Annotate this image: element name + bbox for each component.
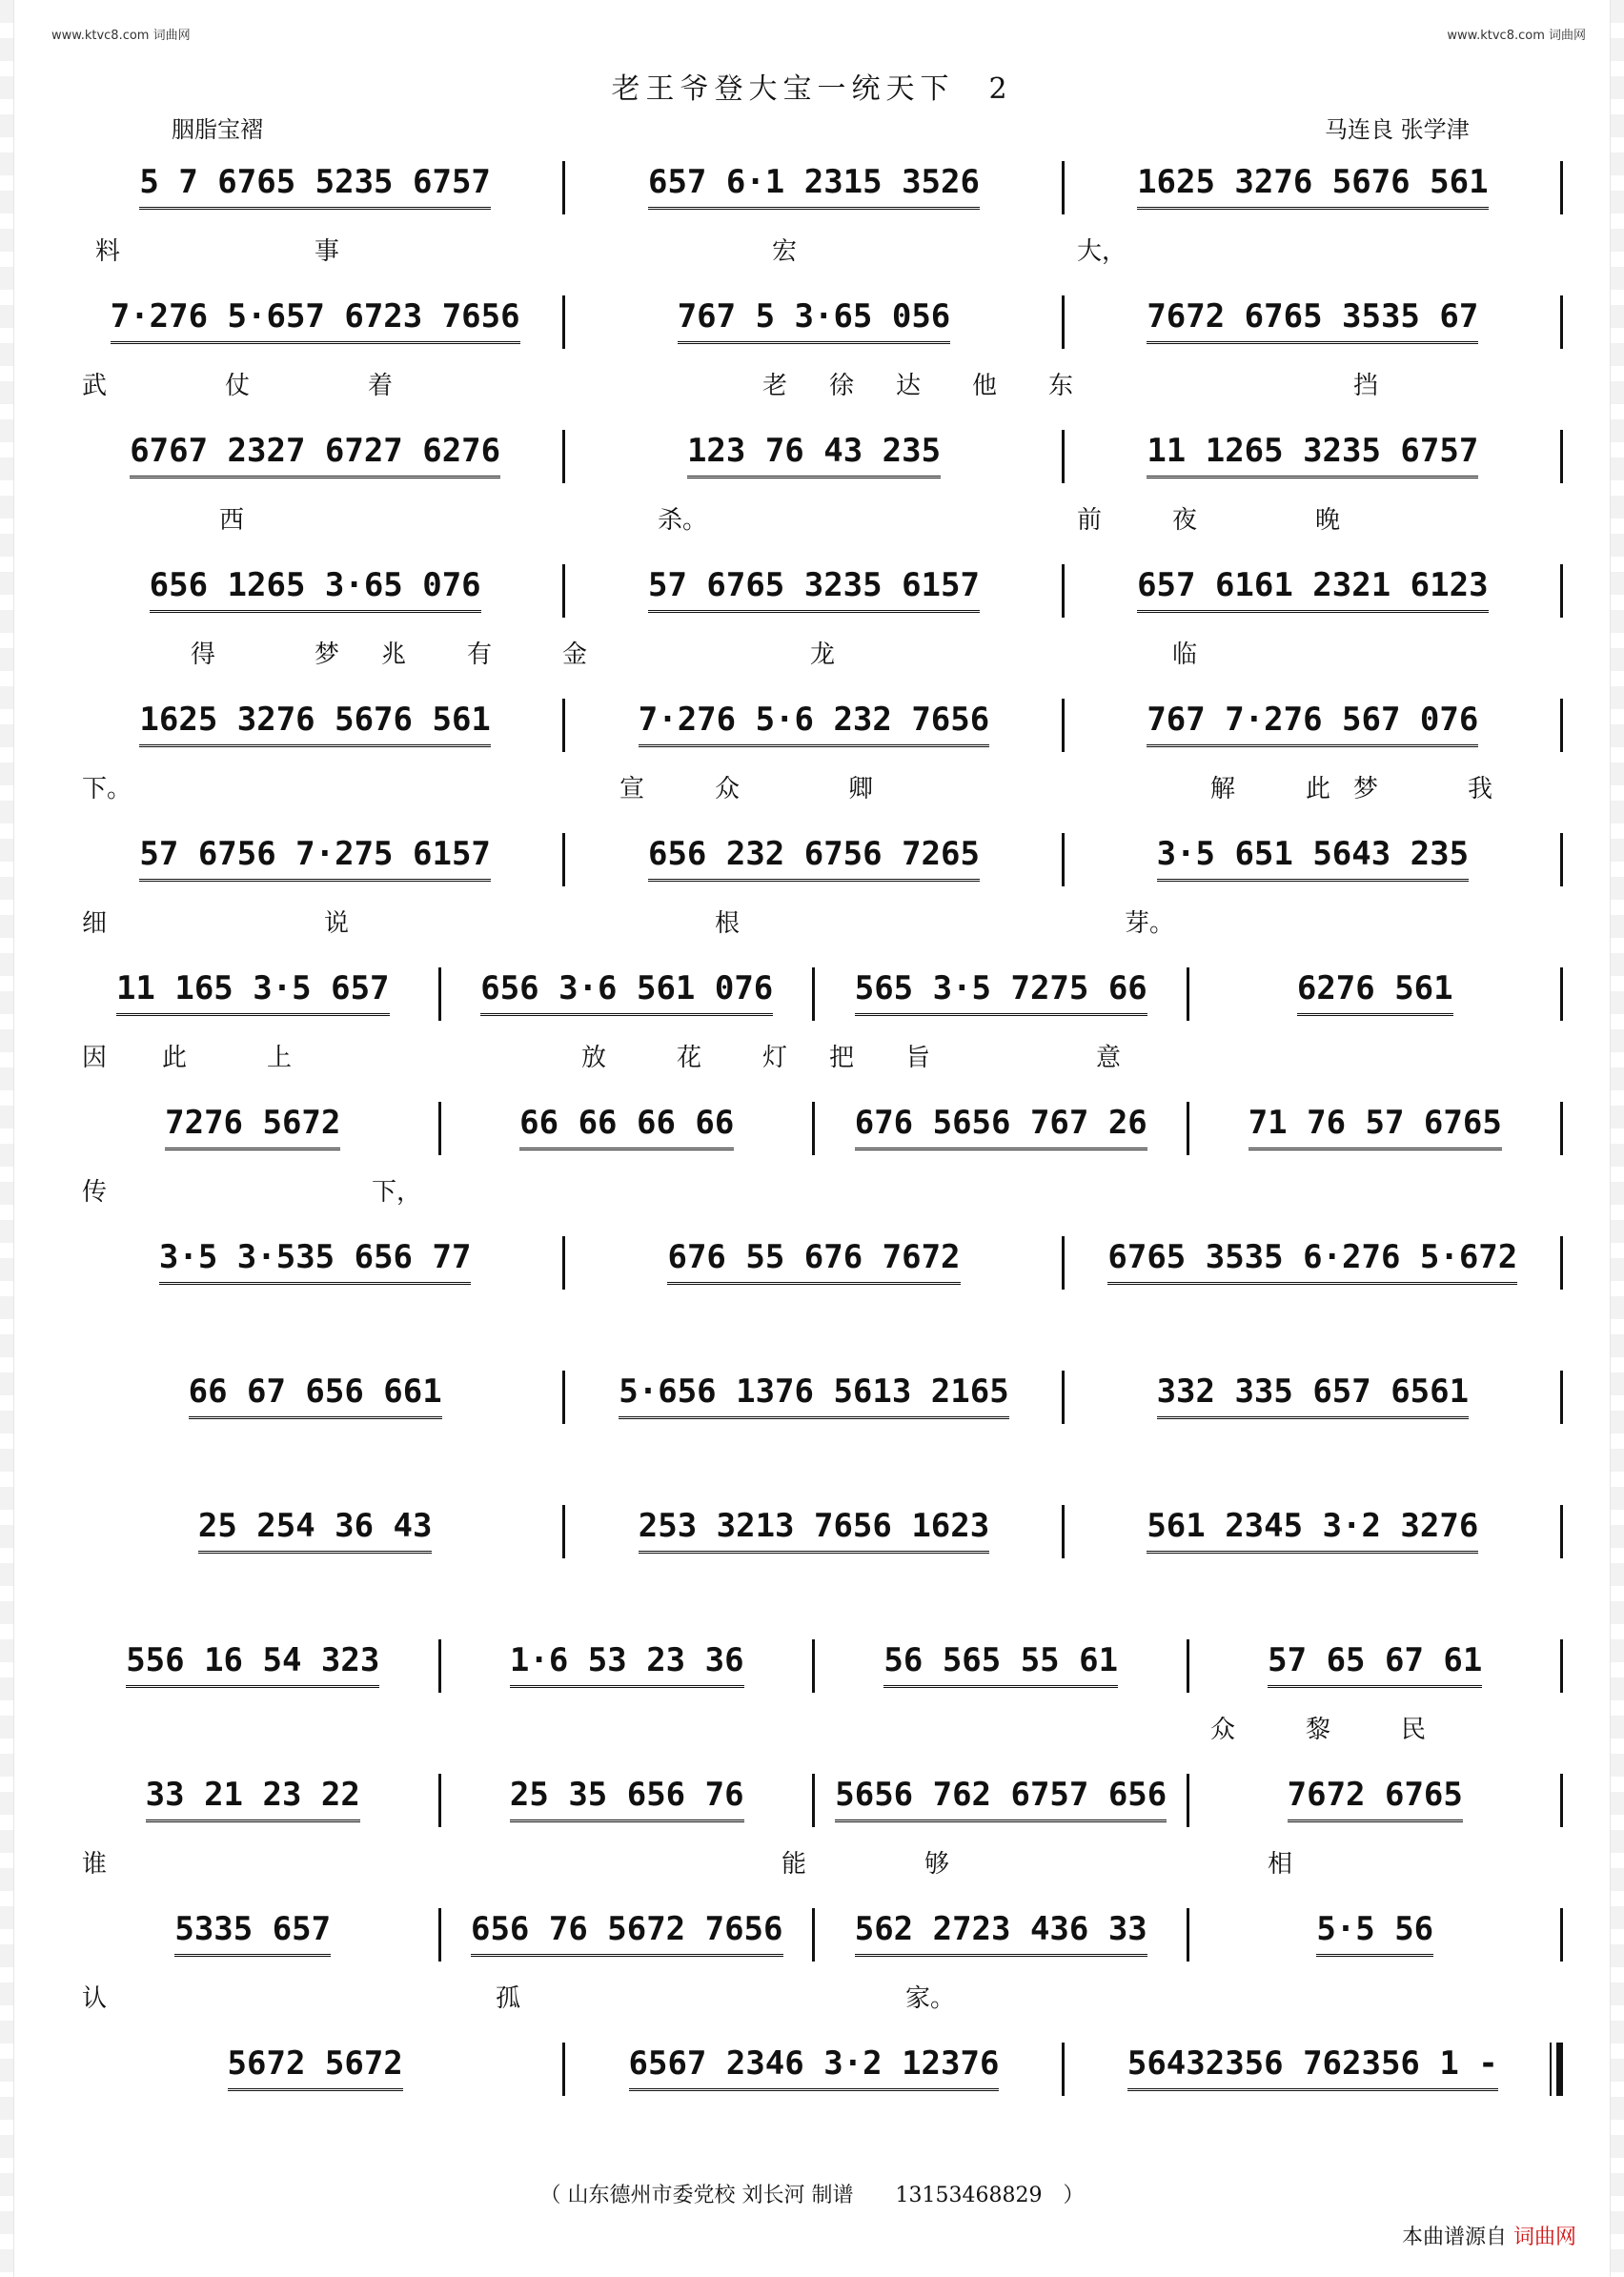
measure — [1070, 157, 1555, 214]
lyric-word: 下， — [372, 1178, 422, 1207]
composer-credit: 马连良 张学津 — [1325, 116, 1470, 143]
lyrics-line — [67, 1172, 1563, 1207]
lyric-word: 仗 — [225, 372, 251, 400]
measure-notes: 7276 5672 — [165, 1104, 340, 1150]
measure-notes: 6767 2327 6727 6276 — [130, 432, 500, 478]
measure — [72, 1367, 558, 1424]
lyric-word: 兆 — [381, 640, 407, 669]
notation-system — [67, 1636, 1563, 1693]
right-margin-watermark — [1610, 0, 1624, 2277]
barline — [812, 1102, 815, 1155]
site-watermark-right: www.ktvc8.com 词曲网 — [1447, 29, 1586, 43]
lyric-word: 旨 — [905, 1044, 931, 1072]
measure — [571, 157, 1056, 214]
measure — [72, 695, 558, 752]
lyric-word: 传 — [82, 1178, 108, 1207]
measure — [447, 1904, 808, 1962]
measure-notes: 767 5 3·65 056 — [678, 297, 951, 344]
barline — [1062, 699, 1065, 752]
measure-notes: 6276 561 — [1297, 969, 1453, 1016]
measure — [1070, 292, 1555, 349]
barline — [1187, 1102, 1189, 1155]
barline — [1062, 1505, 1065, 1558]
barline — [562, 1236, 565, 1290]
measure-notes: 1·6 53 23 36 — [510, 1641, 744, 1688]
barline — [1560, 1371, 1563, 1424]
lyric-word: 事 — [315, 237, 340, 266]
barline — [562, 295, 565, 349]
barline — [812, 1639, 815, 1693]
notation-system — [67, 1232, 1563, 1290]
barline — [1560, 699, 1563, 752]
measure-notes: 56 565 55 61 — [883, 1641, 1118, 1688]
barline — [562, 430, 565, 483]
lyric-word: 灯 — [762, 1044, 788, 1072]
barline — [562, 699, 565, 752]
lyric-word: 着 — [368, 372, 394, 400]
barline — [438, 1639, 441, 1693]
measure — [571, 560, 1056, 618]
lyrics-line — [67, 1844, 1563, 1879]
measure-notes: 11 1265 3235 6757 — [1147, 432, 1478, 478]
lyric-word: 够 — [924, 1850, 950, 1879]
barline — [438, 967, 441, 1021]
measure — [821, 1098, 1182, 1155]
barline — [438, 1908, 441, 1962]
measure-notes: 5·656 1376 5613 2165 — [619, 1372, 1008, 1419]
measure-notes: 7672 6765 — [1288, 1776, 1463, 1822]
barline — [1187, 1639, 1189, 1693]
barline — [1062, 1236, 1065, 1290]
barline — [438, 1774, 441, 1827]
barline — [1062, 2043, 1065, 2096]
lyrics-line — [67, 366, 1563, 400]
lyric-word: 我 — [1468, 775, 1493, 803]
measure — [571, 292, 1056, 349]
barline — [812, 1774, 815, 1827]
measure — [1070, 1501, 1555, 1558]
measure — [447, 964, 808, 1021]
notation-system — [67, 157, 1563, 214]
measure-notes: 7·276 5·6 232 7656 — [639, 701, 989, 747]
lyric-word: 把 — [829, 1044, 855, 1072]
measure-notes: 5672 5672 — [228, 2044, 403, 2091]
lyric-word: 黎 — [1306, 1716, 1331, 1744]
lyric-word: 西 — [219, 506, 245, 535]
measure-notes: 7672 6765 3535 67 — [1147, 297, 1478, 344]
lyrics-line — [67, 635, 1563, 669]
measure — [821, 1770, 1182, 1827]
lyric-word: 有 — [467, 640, 493, 669]
lyric-word: 宏 — [772, 237, 798, 266]
measure — [571, 695, 1056, 752]
measure-notes: 3·5 3·535 656 77 — [159, 1238, 472, 1285]
measure-notes: 57 65 67 61 — [1268, 1641, 1482, 1688]
measure — [72, 1501, 558, 1558]
lyric-word: 众 — [715, 775, 741, 803]
measure-notes: 561 2345 3·2 3276 — [1147, 1507, 1478, 1554]
measure-notes: 657 6·1 2315 3526 — [648, 163, 980, 210]
measure — [1070, 829, 1555, 886]
barline — [1187, 1774, 1189, 1827]
barline — [812, 967, 815, 1021]
measure — [571, 2039, 1056, 2096]
measure — [1070, 2039, 1555, 2096]
measure — [72, 1098, 434, 1155]
measure — [821, 964, 1182, 1021]
measure-notes: 71 76 57 6765 — [1248, 1104, 1502, 1150]
lyric-word: 挡 — [1353, 372, 1379, 400]
notation-system — [67, 292, 1563, 349]
lyric-word: 放 — [581, 1044, 607, 1072]
source-note — [1402, 2221, 1576, 2250]
lyric-word: 金 — [562, 640, 588, 669]
measure-notes: 7·276 5·657 6723 7656 — [111, 297, 520, 344]
barline — [562, 564, 565, 618]
transcriber-credit: （ 山东德州市委党校 刘长河 制谱 13153468829 ） — [539, 2184, 1085, 2207]
measure-notes: 5656 762 6757 656 — [835, 1776, 1167, 1822]
lyric-word: 东 — [1048, 372, 1074, 400]
barline — [812, 1908, 815, 1962]
measure-notes: 66 66 66 66 — [519, 1104, 734, 1150]
notation-system — [67, 695, 1563, 752]
lyric-word: 因 — [82, 1044, 108, 1072]
measure — [1195, 1904, 1556, 1962]
measure — [447, 1770, 808, 1827]
measure-notes: 6765 3535 6·276 5·672 — [1107, 1238, 1517, 1285]
site-watermark-left: www.ktvc8.com 词曲网 — [51, 29, 191, 43]
lyrics-line — [67, 1710, 1563, 1744]
lyric-word: 夜 — [1172, 506, 1198, 535]
source-label: 本曲谱源自 — [1401, 2226, 1507, 2249]
lyric-word: 根 — [715, 909, 741, 938]
measure — [1195, 964, 1556, 1021]
barline — [1062, 564, 1065, 618]
lyric-word: 武 — [82, 372, 108, 400]
lyric-word: 此 — [162, 1044, 188, 1072]
lyrics-line — [67, 1038, 1563, 1072]
barline — [1560, 295, 1563, 349]
lyric-word: 杀。 — [658, 506, 708, 535]
notation-system — [67, 426, 1563, 483]
measure — [1195, 1636, 1556, 1693]
measure-notes: 57 6756 7·275 6157 — [139, 835, 490, 882]
measure — [72, 1232, 558, 1290]
lyric-word: 前 — [1077, 506, 1103, 535]
measure-notes: 565 3·5 7275 66 — [855, 969, 1147, 1016]
lyric-word: 得 — [191, 640, 216, 669]
lyric-word: 上 — [267, 1044, 293, 1072]
measure-notes: 562 2723 436 33 — [855, 1910, 1147, 1957]
measure — [821, 1636, 1182, 1693]
barline — [562, 1505, 565, 1558]
notation-system — [67, 829, 1563, 886]
measure-notes: 25 254 36 43 — [198, 1507, 433, 1554]
lyric-word: 临 — [1172, 640, 1198, 669]
lyric-word: 解 — [1210, 775, 1236, 803]
lyric-word: 梦 — [315, 640, 340, 669]
measure-notes: 56432356 762356 1 - — [1127, 2044, 1498, 2091]
barline — [1062, 1371, 1065, 1424]
measure — [72, 157, 558, 214]
score-title: 老王爷登大宝一统天下 2 — [611, 72, 1013, 106]
barline — [1560, 967, 1563, 1021]
lyrics-line — [67, 232, 1563, 266]
measure-notes: 3·5 651 5643 235 — [1157, 835, 1470, 882]
barline — [1560, 1505, 1563, 1558]
measure — [571, 1232, 1056, 1290]
measure — [1070, 560, 1555, 618]
lyric-word: 梦 — [1353, 775, 1379, 803]
lyrics-line — [67, 769, 1563, 803]
barline — [1560, 1236, 1563, 1290]
measure-notes: 11 165 3·5 657 — [116, 969, 390, 1016]
measure — [571, 1501, 1056, 1558]
measure — [72, 1770, 434, 1827]
left-margin-watermark — [0, 0, 14, 2277]
measure — [1070, 695, 1555, 752]
measure-notes: 57 6765 3235 6157 — [648, 566, 980, 613]
lyrics-line — [67, 904, 1563, 938]
measure — [72, 829, 558, 886]
measure — [821, 1904, 1182, 1962]
lyric-word: 相 — [1268, 1850, 1293, 1879]
barline — [1560, 430, 1563, 483]
notation-system — [67, 964, 1563, 1021]
measure-notes: 123 76 43 235 — [687, 432, 941, 478]
measure — [72, 292, 558, 349]
measure — [72, 1636, 434, 1693]
notation-system — [67, 1904, 1563, 1962]
measure-notes: 25 35 656 76 — [510, 1776, 744, 1822]
lyric-word: 宣 — [619, 775, 645, 803]
measure — [571, 426, 1056, 483]
measure — [1070, 1232, 1555, 1290]
barline — [1560, 1908, 1563, 1962]
measure — [571, 829, 1056, 886]
measure-notes: 657 6161 2321 6123 — [1137, 566, 1488, 613]
lyric-word: 此 — [1306, 775, 1331, 803]
barline — [562, 833, 565, 886]
lyric-word: 意 — [1096, 1044, 1122, 1072]
notation-system — [67, 1770, 1563, 1827]
lyric-word: 下。 — [82, 775, 132, 803]
lyric-word: 晚 — [1315, 506, 1341, 535]
lyric-word: 老 — [762, 372, 788, 400]
lyric-word: 他 — [972, 372, 998, 400]
lyric-word: 大， — [1077, 237, 1127, 266]
measure — [72, 964, 434, 1021]
measure-notes: 767 7·276 567 076 — [1147, 701, 1478, 747]
barline — [1062, 295, 1065, 349]
barline — [1062, 161, 1065, 214]
measure — [1070, 1367, 1555, 1424]
notation-system — [67, 560, 1563, 618]
notation-system — [67, 2039, 1563, 2096]
measure — [72, 1904, 434, 1962]
lyrics-line — [67, 500, 1563, 535]
measure-notes: 5 7 6765 5235 6757 — [139, 163, 490, 210]
barline — [438, 1102, 441, 1155]
lyric-word: 众 — [1210, 1716, 1236, 1744]
measure-notes: 253 3213 7656 1623 — [639, 1507, 989, 1554]
lyric-word: 孤 — [496, 1984, 521, 2013]
lyric-word: 家。 — [905, 1984, 956, 2013]
barline — [562, 1371, 565, 1424]
lyric-word: 龙 — [810, 640, 836, 669]
barline — [1560, 1102, 1563, 1155]
barline — [1187, 967, 1189, 1021]
measure-notes: 656 1265 3·65 076 — [150, 566, 481, 613]
measure — [1195, 1770, 1556, 1827]
lyric-word: 细 — [82, 909, 108, 938]
lyric-word: 花 — [677, 1044, 702, 1072]
measure-notes: 332 335 657 6561 — [1157, 1372, 1470, 1419]
final-barline — [1556, 2043, 1563, 2096]
measure-notes: 5·5 56 — [1316, 1910, 1433, 1957]
measure-notes: 5335 657 — [174, 1910, 331, 1957]
barline — [1560, 1774, 1563, 1827]
lyric-word: 说 — [324, 909, 350, 938]
barline — [562, 161, 565, 214]
notation-system — [67, 1098, 1563, 1155]
lyrics-line — [67, 1979, 1563, 2013]
lyric-word: 谁 — [82, 1850, 108, 1879]
measure — [571, 1367, 1056, 1424]
lyric-word: 料 — [95, 237, 121, 266]
measure-notes: 33 21 23 22 — [146, 1776, 360, 1822]
measure-notes: 6567 2346 3·2 12376 — [629, 2044, 1000, 2091]
barline — [1187, 1908, 1189, 1962]
lyric-word: 能 — [782, 1850, 807, 1879]
measure — [1070, 426, 1555, 483]
measure-notes: 656 3·6 561 076 — [480, 969, 773, 1016]
barline — [562, 2043, 565, 2096]
source-brand-link[interactable]: 词曲网 — [1512, 2226, 1576, 2249]
notation-system — [67, 1367, 1563, 1424]
measure-notes: 1625 3276 5676 561 — [1137, 163, 1488, 210]
measure — [1195, 1098, 1556, 1155]
piece-subtitle: 胭脂宝褶 — [172, 116, 263, 143]
measure-notes: 656 76 5672 7656 — [471, 1910, 783, 1957]
barline — [1560, 1639, 1563, 1693]
barline — [1062, 430, 1065, 483]
lyric-word: 民 — [1401, 1716, 1427, 1744]
measure-notes: 676 55 676 7672 — [667, 1238, 960, 1285]
lyric-word: 卿 — [848, 775, 874, 803]
notation-system — [67, 1501, 1563, 1558]
measure — [72, 560, 558, 618]
barline — [1560, 564, 1563, 618]
measure — [72, 2039, 558, 2096]
barline — [1560, 161, 1563, 214]
final-barline-thin — [1550, 2043, 1552, 2096]
measure-notes: 1625 3276 5676 561 — [139, 701, 490, 747]
barline — [1062, 833, 1065, 886]
measure-notes: 556 16 54 323 — [126, 1641, 379, 1688]
measure-notes: 676 5656 767 26 — [855, 1104, 1147, 1150]
barline — [1560, 833, 1563, 886]
measure-notes: 656 232 6756 7265 — [648, 835, 980, 882]
lyric-word: 徐 — [829, 372, 855, 400]
measure — [447, 1098, 808, 1155]
measure — [447, 1636, 808, 1693]
measure — [72, 426, 558, 483]
measure-notes: 66 67 656 661 — [189, 1372, 442, 1419]
lyric-word: 芽。 — [1125, 909, 1175, 938]
lyric-word: 认 — [82, 1984, 108, 2013]
lyric-word: 达 — [896, 372, 922, 400]
